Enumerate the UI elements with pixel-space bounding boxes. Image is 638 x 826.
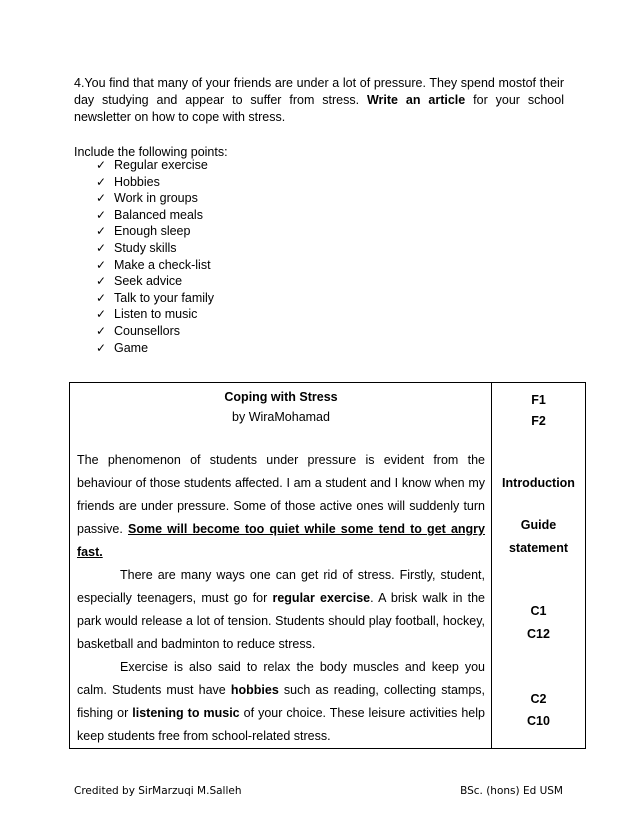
point-label: Counsellors (114, 323, 181, 338)
essay-codes-cell (492, 383, 586, 749)
code-c12: C12 (527, 627, 550, 641)
essay-text-cell (70, 383, 492, 749)
list-item (96, 323, 214, 340)
list-item (96, 207, 214, 224)
point-label: Listen to music (114, 307, 198, 322)
list-item (96, 340, 214, 357)
point-label: Regular exercise (114, 158, 208, 172)
point-label: Make a check-list (114, 257, 211, 272)
point-label: Talk to your family (114, 290, 215, 305)
code-statement: statement (508, 541, 569, 555)
guide-statement-text: Some will become too quiet while some tend to get angry fast. (77, 522, 485, 559)
point-label: Enough sleep (114, 224, 191, 239)
checkmark-icon: ✓ (96, 158, 107, 172)
list-item (96, 240, 214, 257)
list-item (96, 157, 214, 174)
checkmark-icon: ✓ (96, 174, 107, 189)
footer-credit: Credited by SirMarzuqi M.Salleh (74, 785, 242, 797)
list-item (96, 174, 214, 191)
question-part-1: 4.You find that many of your friends are under a lot of pressure. They spend mostof their day studying and appear to suffer from stress. (74, 76, 564, 107)
footer-qualification: BSc. (hons) Ed USM (460, 785, 563, 797)
checkmark-icon: ✓ (96, 307, 107, 322)
code-c2: C2 (530, 692, 547, 706)
code-guide: Guide (520, 518, 557, 532)
code-c1: C1 (530, 604, 547, 618)
checkmark-icon: ✓ (96, 207, 107, 222)
checkmark-icon: ✓ (96, 290, 107, 305)
point-label: Study skills (114, 240, 177, 255)
checkmark-icon: ✓ (96, 224, 107, 239)
essay-byline: by WiraMohamad (232, 410, 330, 424)
list-item (96, 290, 214, 307)
point-label: Seek advice (114, 274, 183, 289)
question-bold-instruction: Write an article (366, 93, 466, 107)
code-c10: C10 (527, 714, 550, 728)
essay-paragraph-3: Exercise is also said to relax the body muscles and keep you calm. Students must have hobbies such as reading, collecting stamps, fishing or listening to music of your choice. These leisure activities help keep students free from school-related stress. (77, 660, 485, 743)
keyword-regular-exercise: regular exercise (272, 591, 371, 605)
question-part-2: for your school newsletter on how to cope with stress. (74, 93, 564, 124)
list-item (96, 257, 214, 274)
code-f1: F1 (531, 393, 546, 407)
point-label: Game (114, 340, 149, 355)
essay-table (69, 382, 586, 749)
checkmark-icon: ✓ (96, 257, 107, 272)
checkmark-icon: ✓ (96, 323, 107, 338)
code-introduction: Introduction (502, 476, 575, 490)
list-item (96, 223, 214, 240)
checkmark-icon: ✓ (96, 340, 107, 355)
checkmark-icon: ✓ (96, 240, 107, 255)
keyword-hobbies: hobbies (230, 683, 279, 697)
question-text (74, 75, 564, 126)
code-f2: F2 (531, 414, 546, 428)
point-label: Work in groups (114, 191, 198, 206)
list-item (96, 190, 214, 207)
checkmark-icon: ✓ (96, 191, 107, 206)
essay-paragraph-2: There are many ways one can get rid of stress. Firstly, student, especially teenagers, must go for regular exercise. A brisk walk in the park would release a lot of tension. Students should play football, hockey, basketball and badminton to reduce stress. (77, 568, 485, 651)
list-item (96, 273, 214, 290)
checkmark-icon: ✓ (96, 274, 107, 289)
list-item (96, 306, 214, 323)
keyword-listening-to-music: listening to music (132, 706, 240, 720)
point-label: Hobbies (114, 174, 160, 189)
include-heading: Include the following points: (74, 145, 228, 159)
essay-title: Coping with Stress (224, 390, 338, 404)
point-label: Balanced meals (114, 207, 203, 222)
points-list (96, 157, 214, 356)
essay-paragraph-1: The phenomenon of students under pressure is evident from the behaviour of those students affected. I am a student and I know when my friends are under pressure. Some of those active ones will suddenly turn passive. Some will become too quiet while some tend to get angry fast. (77, 453, 485, 559)
